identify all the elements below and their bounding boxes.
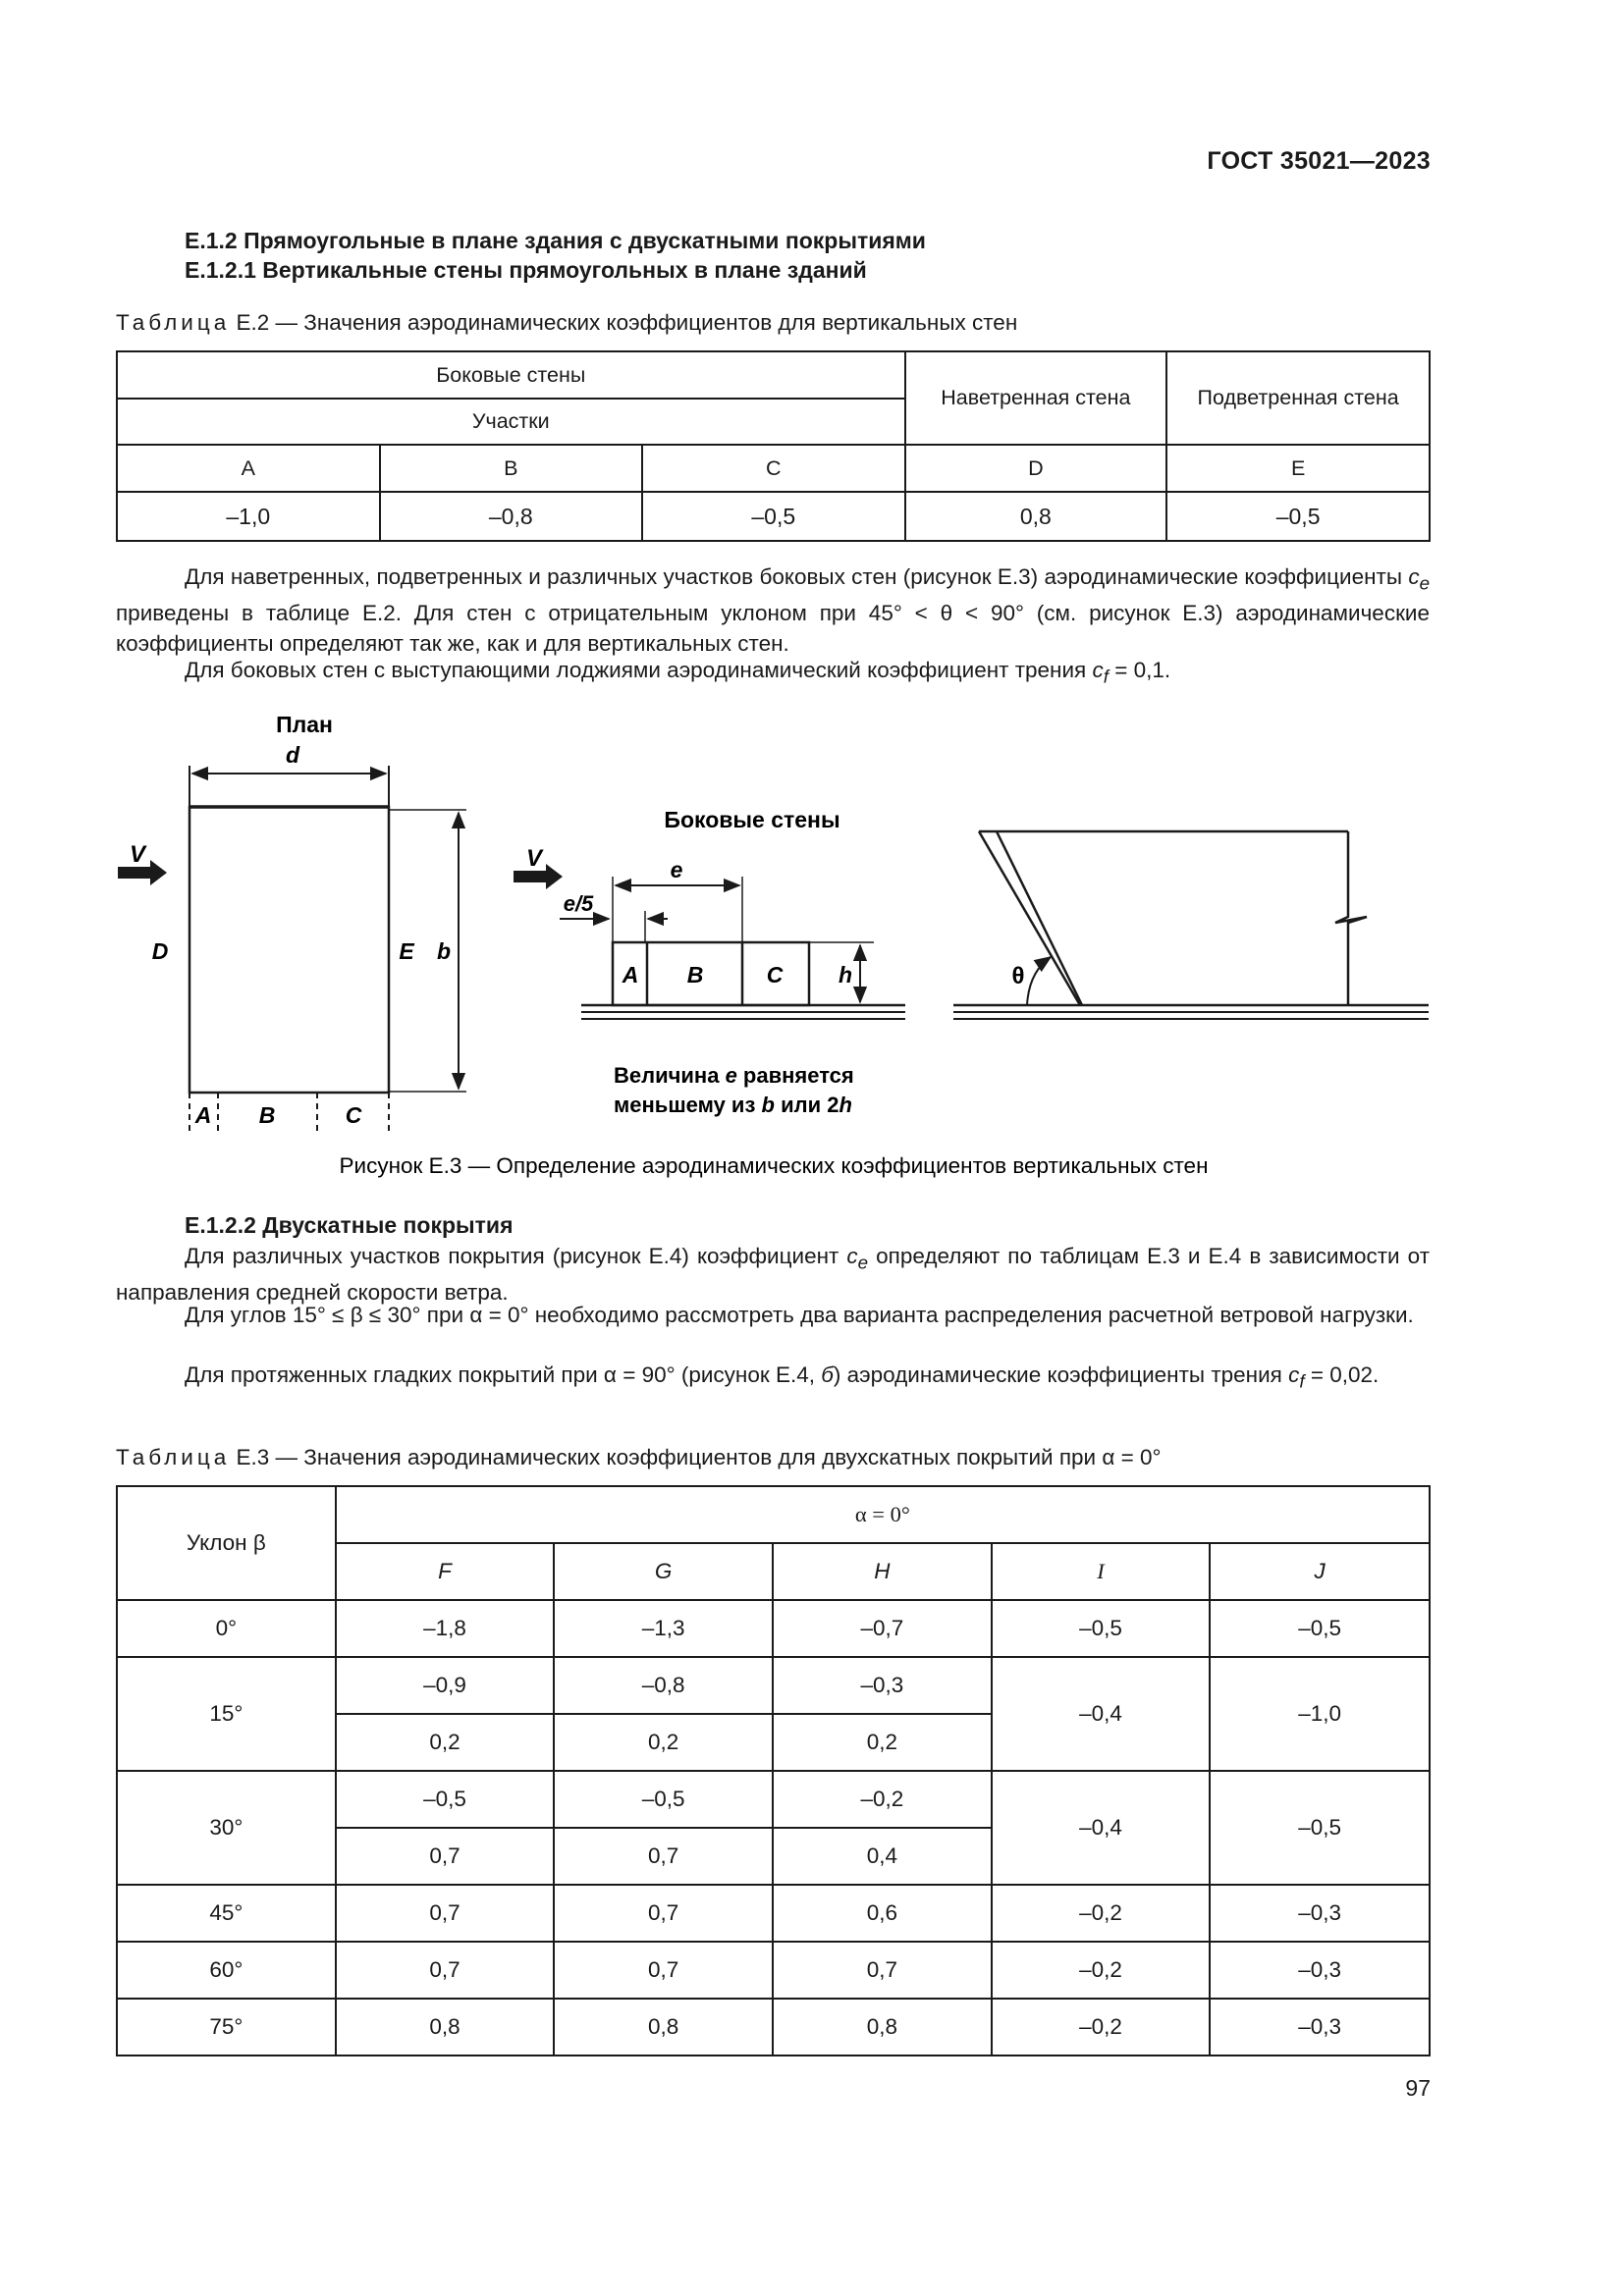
table-e3-header-alpha: α = 0°	[336, 1486, 1430, 1543]
plan-title: План	[276, 712, 333, 737]
inclined-angle-arc	[1027, 957, 1051, 1005]
plan-zone-b-label: B	[258, 1102, 276, 1128]
table-e3-cell-j: –1,0	[1210, 1657, 1430, 1771]
table-e3-col-j: J	[1210, 1543, 1430, 1600]
table-e3-caption	[116, 1445, 1162, 1470]
table-e3-cell-g: 0,7	[554, 1828, 773, 1885]
coefficient-symbol: c	[846, 1244, 858, 1268]
table-e3-col-h: H	[773, 1543, 992, 1600]
table-row	[117, 1600, 1430, 1657]
coefficient-symbol: c	[1288, 1362, 1300, 1387]
side-note-line-2: меньшему из b или 2h	[614, 1093, 852, 1117]
paragraph-text: = 0,1.	[1108, 658, 1171, 682]
paragraph-text: Для различных участков покрытия (рисунок Е.4) коэффициент	[185, 1244, 847, 1268]
coefficient-symbol: c	[1092, 658, 1104, 682]
inclined-wall-diagram	[953, 831, 1429, 1019]
side-zone-b-label: B	[686, 962, 704, 988]
plan-zone-a-label: A	[194, 1102, 212, 1128]
table-e3-cell-i: –0,4	[992, 1657, 1211, 1771]
paragraph-angles: Для углов 15° ≤ β ≤ 30° при α = 0° необходимо рассмотреть два варианта распределения расчетной ветровой нагрузки.	[185, 1303, 1414, 1327]
table-e3-cell-g: –0,8	[554, 1657, 773, 1714]
table-e2-header-zones: Участки	[117, 399, 905, 445]
coefficient-subscript: e	[1419, 572, 1430, 594]
table-e2-col-e: E	[1166, 445, 1430, 492]
side-walls-title: Боковые стены	[664, 807, 840, 832]
table-e3-cell-g: 0,2	[554, 1714, 773, 1771]
plan-label-d-wall: D	[151, 938, 169, 964]
paragraph-text: определяют по таблицам Е.3 и Е.4 в зависимости от направления средней скорости ветра.	[116, 1244, 1430, 1305]
side-zone-c-label: C	[766, 962, 784, 988]
side-walls-diagram	[514, 807, 905, 1117]
table-e2-col-d: D	[905, 445, 1167, 492]
table-e3-cell-f: 0,7	[336, 1942, 555, 1999]
table-e3-cell-f: –0,5	[336, 1771, 555, 1828]
table-e3-cell-g: –1,3	[554, 1600, 773, 1657]
table-e2-col-a: A	[117, 445, 380, 492]
side-dim-e5-label: e/5	[563, 891, 594, 916]
table-e3-cell-h: –0,3	[773, 1657, 992, 1714]
side-dim-h-label: h	[838, 962, 853, 988]
table-e2-caption-prefix: Таблица	[116, 310, 231, 335]
table-e2-col-c: C	[642, 445, 905, 492]
table-e3-cell-j: –0,3	[1210, 1999, 1430, 2056]
table-e3-cell-i: –0,2	[992, 1942, 1211, 1999]
table-e3-cell-f: 0,2	[336, 1714, 555, 1771]
table-e3-cell-h: 0,7	[773, 1942, 992, 1999]
table-e3-cell-f: –1,8	[336, 1600, 555, 1657]
table-e3-cell-i: –0,2	[992, 1885, 1211, 1942]
heading-e-1-2: Е.1.2 Прямоугольные в плане здания с двускатными покрытиями	[185, 228, 926, 253]
table-e3-caption-text: Е.3 — Значения аэродинамических коэффициентов для двухскатных покрытий при α = 0°	[230, 1445, 1162, 1469]
paragraph-side-walls	[116, 562, 1430, 659]
figure-e3-caption: Рисунок Е.3 — Определение аэродинамических коэффициентов вертикальных стен	[339, 1153, 1209, 1178]
table-e2-value-d: 0,8	[905, 492, 1167, 541]
table-e3-cell-f: –0,9	[336, 1657, 555, 1714]
table-e3-cell-h: 0,2	[773, 1714, 992, 1771]
table-e2-value-e: –0,5	[1166, 492, 1430, 541]
table-e2-col-b: B	[380, 445, 643, 492]
table-e3-cell-i: –0,4	[992, 1771, 1211, 1885]
table-e3-cell-f: 0,7	[336, 1885, 555, 1942]
table-e3-cell-g: 0,8	[554, 1999, 773, 2056]
inclined-outer-wall	[979, 831, 1080, 1005]
coefficient-subscript: e	[857, 1252, 869, 1273]
table-row	[117, 1942, 1430, 1999]
paragraph-loggias	[116, 656, 1430, 692]
figure-e3	[0, 697, 1624, 1178]
table-e3-slope-cell: 75°	[117, 1999, 336, 2056]
table-e3-col-i: I	[992, 1543, 1211, 1600]
table-e2-value-b: –0,8	[380, 492, 643, 541]
figure-variant-letter: б	[821, 1362, 834, 1387]
paragraph-roof-zones	[116, 1242, 1430, 1308]
table-e2-value-c: –0,5	[642, 492, 905, 541]
side-zone-a-label: A	[622, 962, 639, 988]
table-e3-slope-cell: 0°	[117, 1600, 336, 1657]
table-e2-header-side-walls: Боковые стены	[117, 351, 905, 399]
table-e3-caption-prefix: Таблица	[116, 1445, 231, 1469]
table-row	[117, 1999, 1430, 2056]
table-e2	[116, 350, 1431, 542]
table-e2-caption-text: Е.2 — Значения аэродинамических коэффициентов для вертикальных стен	[230, 310, 1018, 335]
plan-dim-d-label: d	[285, 742, 300, 768]
plan-building-outline	[189, 807, 389, 1093]
heading-e-1-2-2: Е.1.2.2 Двускатные покрытия	[185, 1212, 514, 1238]
paragraph-text: Для наветренных, подветренных и различных участков боковых стен (рисунок Е.3) аэродинамические коэффициенты	[185, 564, 1409, 589]
side-note-line-1: Величина e равняется	[614, 1063, 854, 1088]
table-e2-header-windward: Наветренная стена	[905, 351, 1167, 445]
paragraph-text: приведены в таблице Е.2. Для стен с отрицательным уклоном при 45° < θ < 90° (см. рисунок Е.3) аэродинамические коэффициенты определяют так же, как и для вертикальных стен.	[116, 601, 1430, 656]
table-e3-cell-h: 0,8	[773, 1999, 992, 2056]
table-e2-value-a: –1,0	[117, 492, 380, 541]
plan-wind-label: V	[129, 841, 146, 868]
table-e2-header-leeward: Подветренная стена	[1166, 351, 1430, 445]
table-e3-col-f: F	[336, 1543, 555, 1600]
paragraph-text: ) аэродинамические коэффициенты трения	[833, 1362, 1289, 1387]
coefficient-subscript: f	[1103, 666, 1109, 687]
table-e3-slope-cell: 60°	[117, 1942, 336, 1999]
side-dim-e-label: e	[670, 857, 683, 882]
inclined-theta-label: θ	[1011, 963, 1025, 989]
inclined-break-line	[1335, 831, 1367, 1005]
paragraph-text: Для протяженных гладких покрытий при α = 90° (рисунок Е.4,	[185, 1362, 822, 1387]
table-e3	[116, 1485, 1431, 2056]
table-e3-header-slope: Уклон β	[117, 1486, 336, 1600]
plan-zone-c-label: C	[345, 1102, 362, 1128]
table-e3-cell-h: 0,6	[773, 1885, 992, 1942]
coefficient-symbol: c	[1408, 564, 1420, 589]
table-e2-caption	[116, 310, 1017, 336]
table-e3-slope-cell: 45°	[117, 1885, 336, 1942]
table-e3-cell-f: 0,8	[336, 1999, 555, 2056]
table-e3-cell-h: –0,7	[773, 1600, 992, 1657]
heading-e-1-2-1: Е.1.2.1 Вертикальные стены прямоугольных в плане зданий	[185, 257, 867, 283]
inclined-inner-wall	[997, 831, 1082, 1005]
paragraph-text: = 0,02.	[1304, 1362, 1380, 1387]
paragraph-text: Для боковых стен с выступающими лоджиями аэродинамический коэффициент трения	[185, 658, 1093, 682]
table-row	[117, 1885, 1430, 1942]
table-e3-cell-i: –0,2	[992, 1999, 1211, 2056]
side-wind-label: V	[525, 845, 543, 872]
table-e3-cell-j: –0,3	[1210, 1885, 1430, 1942]
table-row	[117, 1771, 1430, 1828]
table-e2-header-row	[117, 351, 1430, 399]
table-e3-cell-j: –0,5	[1210, 1600, 1430, 1657]
table-e3-col-g: G	[554, 1543, 773, 1600]
table-e3-cell-f: 0,7	[336, 1828, 555, 1885]
plan-label-b: b	[436, 938, 452, 964]
table-e3-slope-cell: 15°	[117, 1657, 336, 1771]
table-e3-cell-g: 0,7	[554, 1942, 773, 1999]
table-e3-cell-j: –0,3	[1210, 1942, 1430, 1999]
table-e3-cell-h: 0,4	[773, 1828, 992, 1885]
page-number: 97	[1405, 2075, 1431, 2101]
table-e3-cell-g: 0,7	[554, 1885, 773, 1942]
table-e2-value-row	[117, 492, 1430, 541]
plan-label-e-wall: E	[399, 938, 414, 964]
table-e3-header-row	[117, 1486, 1430, 1543]
table-e3-cell-j: –0,5	[1210, 1771, 1430, 1885]
table-row	[117, 1657, 1430, 1714]
table-e3-cell-h: –0,2	[773, 1771, 992, 1828]
table-e2-column-row	[117, 445, 1430, 492]
document-standard-number: ГОСТ 35021—2023	[1207, 147, 1431, 175]
table-e3-slope-cell: 30°	[117, 1771, 336, 1885]
table-e3-cell-i: –0,5	[992, 1600, 1211, 1657]
table-e3-cell-g: –0,5	[554, 1771, 773, 1828]
paragraph-smooth-roofs	[116, 1361, 1430, 1397]
plan-diagram	[118, 712, 466, 1131]
coefficient-subscript: f	[1299, 1370, 1305, 1392]
